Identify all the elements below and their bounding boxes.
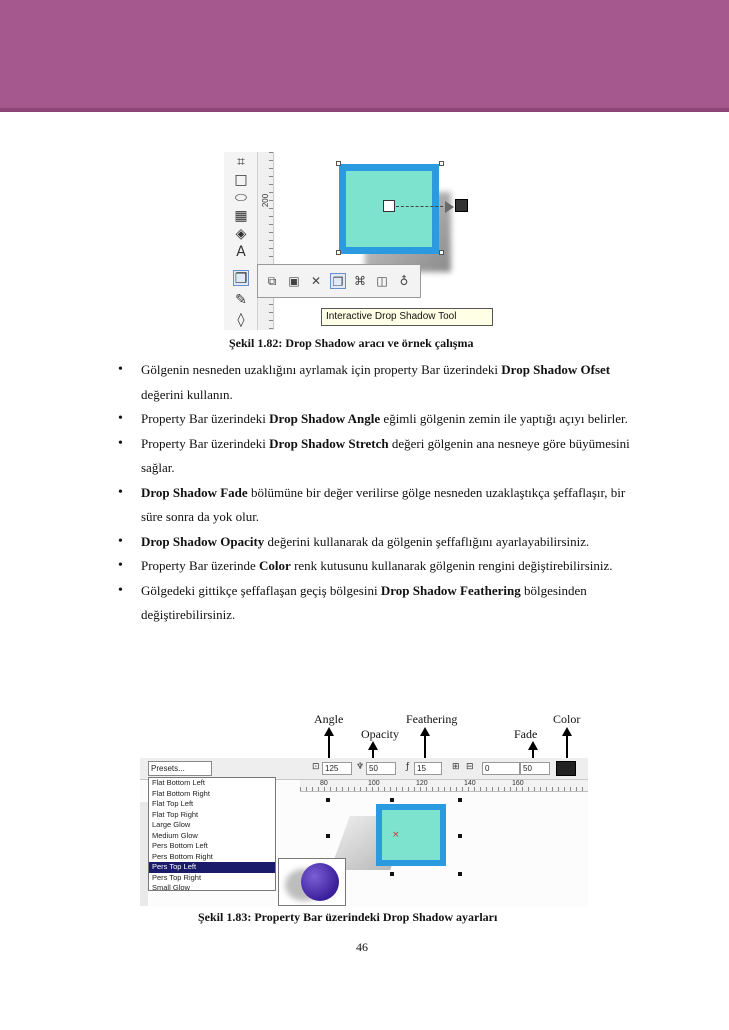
fill-icon[interactable]: ◊ [237,312,245,328]
ruler-number: 160 [512,780,524,787]
selection-handle[interactable] [458,798,462,802]
horizontal-ruler [300,780,588,792]
header-rule [0,108,729,112]
presets-list [148,777,276,891]
list-item [118,481,638,530]
center-mark-icon: × [392,830,400,840]
vertical-ruler [258,152,274,330]
selection-handle[interactable] [458,872,462,876]
shadow-direction-line [396,206,448,207]
angle-field[interactable]: 125 [322,762,352,775]
list-item [118,554,638,579]
envelope-icon[interactable]: ⌘ [354,274,366,288]
item-bold: Drop Shadow Ofset [501,362,611,377]
selection-handle[interactable] [390,872,394,876]
item-bold: Drop Shadow Feathering [380,582,521,598]
feathering-icon: ƒ [406,762,410,772]
ellipse-icon[interactable]: ⬭ [235,190,247,206]
ruler-number: 80 [320,780,328,787]
item-text: Gölgenin nesneden uzaklığını ayrlamak için property Bar üzerindeki [141,362,502,377]
color-label: Color [553,712,581,726]
preset-item[interactable]: Flat Bottom Left [152,778,205,787]
item-text: değerini kullanarak da gölgenin şeffaflığını ayarlayabilirsiniz. [264,533,590,549]
toolbox [140,802,148,906]
selection-handle[interactable] [336,161,341,166]
tool-tooltip: Interactive Drop Shadow Tool [321,308,493,326]
feather-direction-icon[interactable]: ⊞ [452,762,460,772]
spiral-icon[interactable]: ◈ [235,226,247,242]
preset-item[interactable]: Small Glow [152,883,190,892]
list-item [118,579,638,628]
list-item [118,358,638,407]
item-bold: Drop Shadow Fade [141,484,248,500]
item-text: değerini kullanın. [141,386,233,402]
ruler-number: 200 [261,193,271,208]
item-text: Property Bar üzerindeki [141,411,270,426]
distort-icon[interactable]: ✕ [310,274,322,288]
preset-preview [278,858,346,906]
ruler-number: 140 [464,780,476,787]
list-item [118,432,638,481]
presets-dropdown[interactable]: Presets... [148,761,212,776]
rectangle-icon[interactable]: □ [234,172,248,188]
angle-icon: ⊡ [312,762,320,772]
selection-handle[interactable] [336,250,341,255]
contour-icon[interactable]: ▣ [288,274,300,288]
text-icon[interactable]: A [236,244,246,260]
ruler-number: 120 [416,780,428,787]
drop-shadow-icon[interactable]: ❐ [330,273,346,289]
sample-rectangle[interactable] [376,804,446,866]
feather-edge-icon[interactable]: ⊟ [466,762,474,772]
fade-label: Fade [514,727,538,741]
preset-item[interactable]: Medium Glow [152,830,198,840]
ruler-number: 100 [368,780,380,787]
crop-icon[interactable]: ⌗ [237,154,245,170]
item-text: Property Bar üzerinde [141,558,260,573]
item-bold: Drop Shadow Angle [269,411,381,426]
figure1-caption: Şekil 1.82: Drop Shadow aracı ve örnek çalışma [229,336,474,350]
transparency-icon[interactable]: ♁ [399,274,409,288]
selection-handle[interactable] [439,161,444,166]
item-bold: Color [259,558,291,573]
shadow-end-handle[interactable] [455,199,468,212]
feathering-label: Feathering [406,712,458,726]
selection-handle[interactable] [326,798,330,802]
shadow-color-picker[interactable] [556,761,576,776]
selection-handle[interactable] [390,798,394,802]
item-text: renk kutusunu kullanarak gölgenin rengini değiştirebilirsiniz. [290,558,613,573]
item-bold: Drop Shadow Opacity [141,533,265,549]
item-text: Gölgedeki gittikçe şeffaflaşan geçiş bölgesini [141,582,381,598]
preset-item[interactable]: Flat Top Right [152,809,199,819]
item-text: Property Bar üzerindeki [141,435,270,451]
list-item [118,407,638,432]
item-text: eğimli gölgenin zemin ile yaptığı açıyı belirler. [380,411,628,426]
drop-shadow-icon[interactable]: ❐ [234,271,248,287]
grid-icon[interactable]: ▦ [234,208,248,224]
item-text: değeri gölgenin ana nesneye göre büyümesini sağlar. [141,435,630,475]
item-bold: Drop Shadow Stretch [269,435,389,451]
opacity-label: Opacity [361,727,399,741]
preset-item[interactable]: Flat Top Left [152,799,194,808]
preset-item-selected[interactable]: Pers Top Left [149,862,275,873]
preview-sphere [301,863,339,901]
item-text: bölgesinden değiştirebilirsiniz. [141,582,587,622]
opacity-field[interactable]: 50 [366,762,396,775]
blend-icon[interactable]: ⧉ [267,274,277,288]
shadow-start-handle[interactable] [383,200,395,212]
page-number: 46 [356,940,368,954]
page-header-banner [0,0,729,112]
opacity-icon: ♆ [356,762,365,772]
selection-handle[interactable] [326,834,330,838]
stretch-field[interactable]: 0 [482,762,520,775]
selection-handle[interactable] [458,834,462,838]
item-text: bölümüne bir değer verilirse gölge nesneden uzaklaştıkça şeffaflaşır, bir süre sonra da yok olur. [141,484,626,524]
feathering-field[interactable]: 15 [414,762,442,775]
preset-item[interactable]: Large Glow [152,820,191,829]
preset-item[interactable]: Pers Top Right [152,872,202,882]
effects-flyout [257,264,421,298]
drawing-canvas[interactable] [275,152,496,330]
eyedropper-icon[interactable]: ✎ [235,292,247,308]
toolbox [224,152,258,330]
extrude-icon[interactable]: ◫ [376,274,388,288]
figure2-caption: Şekil 1.83: Property Bar üzerindeki Drop Shadow ayarları [198,910,498,924]
list-item [118,530,638,555]
preset-item[interactable]: Pers Bottom Right [152,851,213,861]
preset-item[interactable]: Flat Bottom Right [152,788,210,798]
angle-label: Angle [314,712,344,726]
instruction-list [118,358,638,628]
figure-property-bar [140,758,588,906]
preset-item[interactable]: Pers Bottom Left [152,841,208,850]
fade-field[interactable]: 50 [520,762,550,775]
figure-drop-shadow-tool [224,152,496,330]
opacity-slider-icon[interactable] [445,201,454,213]
selection-handle[interactable] [439,250,444,255]
